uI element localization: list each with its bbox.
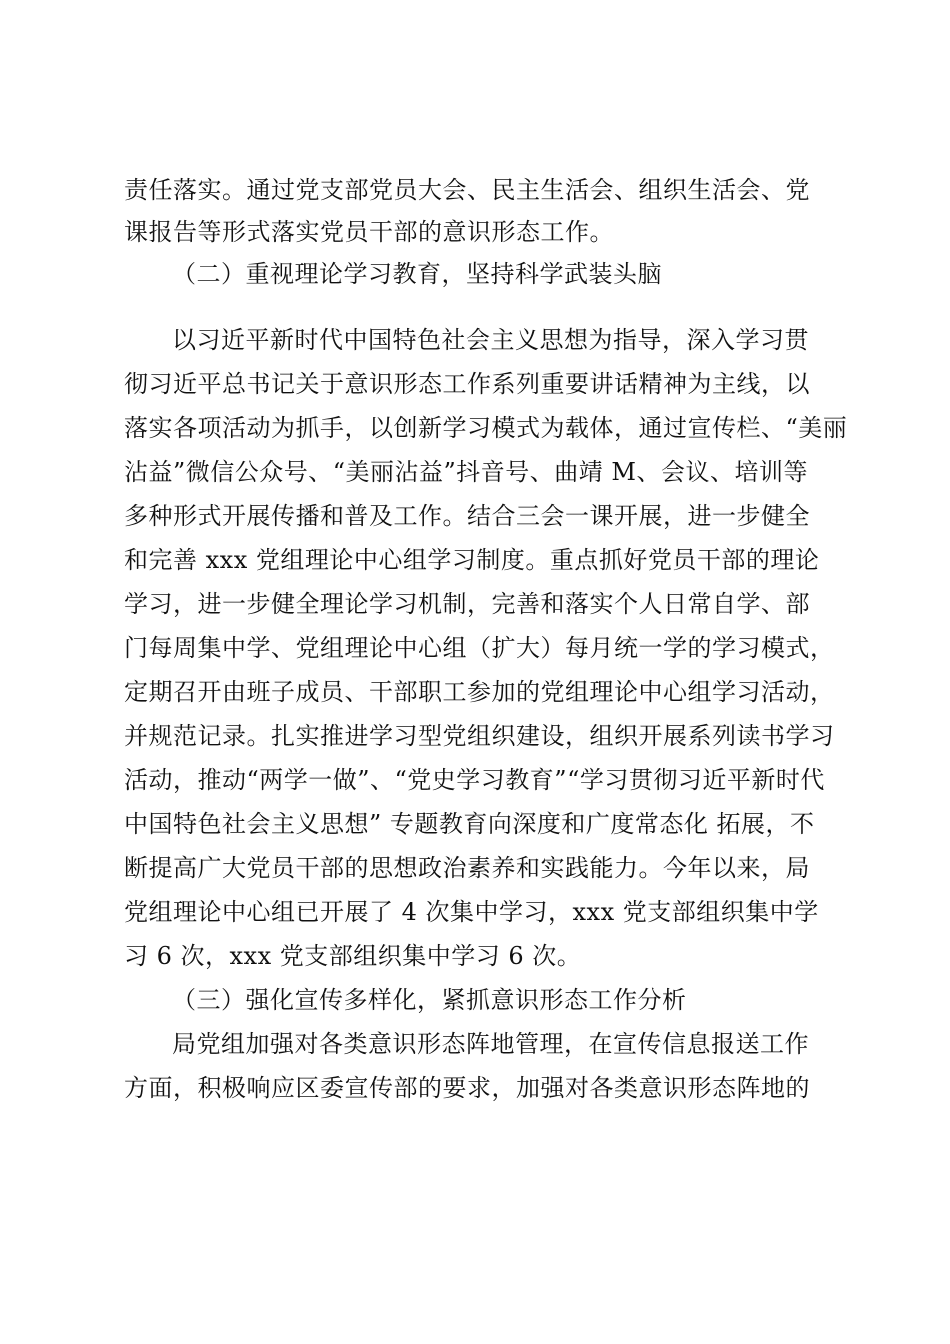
text-line: 多种形式开展传播和普及工作。结合三会一课开展，进一步健全 [124, 502, 810, 530]
paragraph-first-line: 以习近平新时代中国特色社会主义思想为指导，深入学习贯 [172, 326, 809, 354]
text-line: 断提高广大党员干部的思想政治素养和实践能力。今年以来，局 [124, 854, 810, 882]
text-line: 定期召开由班子成员、干部职工参加的党组理论中心组学习活动， [124, 678, 835, 706]
text-line: 彻习近平总书记关于意识形态工作系列重要讲话精神为主线，以 [124, 370, 810, 398]
text-line: 责任落实。通过党支部党员大会、民主生活会、组织生活会、党 [124, 176, 810, 204]
paragraph-first-line: 局党组加强对各类意识形态阵地管理，在宣传信息报送工作 [172, 1030, 809, 1058]
text-line: 学习，进一步健全理论学习机制，完善和落实个人日常自学、部 [124, 590, 810, 618]
text-line: 党组理论中心组已开展了 4 次集中学习，xxx 党支部组织集中学 [124, 898, 819, 926]
text-line: 沾益”微信公众号、“美丽沾益”抖音号、曲靖 M、会议、培训等 [124, 458, 809, 486]
text-line: 活动，推动“两学一做”、“党史学习教育”“学习贯彻习近平新时代 [124, 766, 825, 794]
text-line: 方面，积极响应区委宣传部的要求，加强对各类意识形态阵地的 [124, 1074, 810, 1102]
text-line: 和完善 xxx 党组理论中心组学习制度。重点抓好党员干部的理论 [124, 546, 820, 574]
text-line: 落实各项活动为抓手，以创新学习模式为载体，通过宣传栏、“美丽 [124, 414, 848, 442]
text-line: 课报告等形式落实党员干部的意识形态工作。 [124, 218, 614, 246]
text-line: 习 6 次，xxx 党支部组织集中学习 6 次。 [124, 942, 582, 970]
text-line: 并规范记录。扎实推进学习型党组织建设，组织开展系列读书学习 [124, 722, 835, 750]
section-heading: （三）强化宣传多样化，紧抓意识形态工作分析 [172, 986, 687, 1014]
text-line: 门每周集中学、党组理论中心组（扩大）每月统一学的学习模式， [124, 634, 835, 662]
section-heading: （二）重视理论学习教育，坚持科学武装头脑 [172, 260, 662, 288]
text-line: 中国特色社会主义思想” 专题教育向深度和广度常态化 拓展，不 [124, 810, 815, 838]
